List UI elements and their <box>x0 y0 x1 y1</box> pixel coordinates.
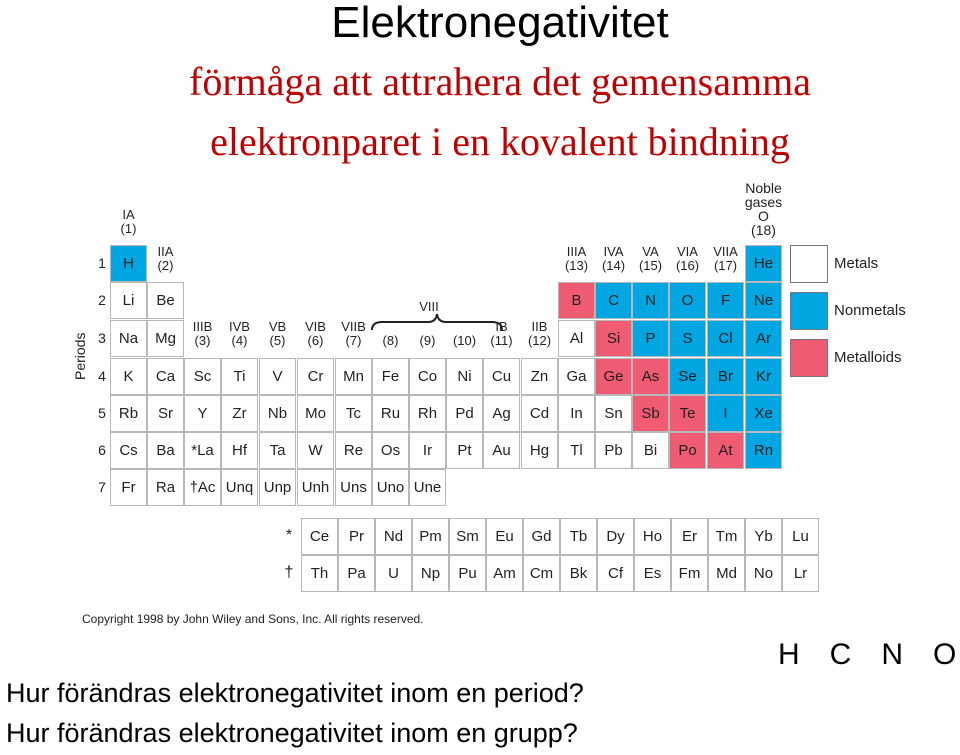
element-cell: Yb <box>745 518 782 555</box>
element-cell: Bi <box>632 432 669 469</box>
legend-label-metalloids: Metalloids <box>834 349 902 366</box>
element-cell: Dy <box>597 518 634 555</box>
element-cell: He <box>745 245 782 282</box>
group-label-g1 <box>104 208 153 236</box>
element-cell: Np <box>412 555 449 592</box>
element-cell: Sn <box>595 395 632 432</box>
element-cell: Ne <box>745 282 782 319</box>
element-c: C <box>829 638 852 671</box>
element-cell: Cs <box>110 432 147 469</box>
element-cell: Mo <box>297 395 334 432</box>
element-cell: O <box>669 282 706 319</box>
element-cell: Te <box>669 395 706 432</box>
group-label-line: (5) <box>269 333 286 348</box>
element-cell: Mg <box>147 320 184 357</box>
group-label-line: gases <box>744 194 783 210</box>
group-label-line: VIIA <box>713 244 738 259</box>
element-cell: Xe <box>745 395 782 432</box>
element-cell: Be <box>147 282 184 319</box>
legend-swatch-metalloids <box>790 339 828 377</box>
element-cell: Tc <box>335 395 372 432</box>
group-label-line: (18) <box>751 222 776 238</box>
legend-swatch-nonmetals <box>790 292 828 330</box>
element-cell: Eu <box>486 518 523 555</box>
element-cell: Pr <box>338 518 375 555</box>
element-cell: Mn <box>335 358 372 395</box>
element-cell: B <box>558 282 595 319</box>
element-cell: Rb <box>110 395 147 432</box>
group-label-line: (6) <box>307 333 324 348</box>
group-label-g2 <box>141 245 190 273</box>
group-label-line: VIIB <box>341 319 366 334</box>
group-label-line: (4) <box>231 333 248 348</box>
element-cell: Cu <box>483 358 520 395</box>
element-cell: At <box>707 432 744 469</box>
element-cell: Re <box>335 432 372 469</box>
element-cell: Es <box>634 555 671 592</box>
period-number: 1 <box>98 255 106 271</box>
group-label-line: IB <box>495 319 508 334</box>
element-cell: Unp <box>259 469 296 506</box>
element-cell: Pu <box>449 555 486 592</box>
subtitle-line-2: elektronparet i en kovalent bindning <box>210 119 790 164</box>
element-sequence <box>778 638 956 672</box>
element-cell: As <box>632 358 669 395</box>
group-label-line: IIA <box>157 244 174 259</box>
group-label-g17 <box>701 245 750 273</box>
element-cell: Hf <box>221 432 258 469</box>
legend-label-nonmetals: Nonmetals <box>834 302 906 319</box>
group-label-line: VIB <box>305 319 326 334</box>
element-o: O <box>933 638 957 671</box>
group-label-line: IIIA <box>566 244 587 259</box>
element-cell: Al <box>558 320 595 357</box>
element-cell: Se <box>669 358 706 395</box>
group-label-line: (15) <box>638 258 663 273</box>
viii-bracket <box>370 312 504 332</box>
element-cell: Pm <box>412 518 449 555</box>
element-cell: Rh <box>409 395 446 432</box>
element-cell: Ir <box>409 432 446 469</box>
legend-label-metals: Metals <box>834 255 879 272</box>
group-label-line: VA <box>642 244 659 259</box>
group-label-g18 <box>739 181 788 237</box>
element-cell: Ho <box>634 518 671 555</box>
element-cell: No <box>745 555 782 592</box>
element-cell: Pb <box>595 432 632 469</box>
element-cell: Th <box>301 555 338 592</box>
element-cell: Nb <box>259 395 296 432</box>
period-number: 4 <box>98 368 106 384</box>
element-cell: F <box>707 282 744 319</box>
element-cell: Ti <box>221 358 258 395</box>
element-cell: W <box>297 432 334 469</box>
element-cell: Ag <box>483 395 520 432</box>
element-cell: Zr <box>221 395 258 432</box>
element-cell: Sb <box>632 395 669 432</box>
element-cell: Cd <box>521 395 558 432</box>
element-cell: Fm <box>671 555 708 592</box>
element-cell: Rn <box>745 432 782 469</box>
element-n: N <box>881 638 904 671</box>
group-label-viii: VIII <box>419 299 439 314</box>
element-cell: Os <box>372 432 409 469</box>
period-number: 7 <box>98 479 106 495</box>
element-cell: Po <box>669 432 706 469</box>
element-cell: Md <box>708 555 745 592</box>
periods-axis-label: Periods <box>72 332 88 380</box>
element-cell: H <box>110 245 147 282</box>
copyright-notice: Copyright 1998 by John Wiley and Sons, Inc. All rights reserved. <box>82 612 424 626</box>
f-row-marker: † <box>284 564 294 581</box>
group-label-line: (7) <box>345 333 362 348</box>
group-label-line: (9) <box>419 333 436 348</box>
element-cell: Kr <box>745 358 782 395</box>
element-cell: Bk <box>560 555 597 592</box>
group-label-line: Noble <box>745 180 782 196</box>
element-cell: Au <box>483 432 520 469</box>
element-cell: Ca <box>147 358 184 395</box>
group-label-g12 <box>515 320 564 348</box>
period-number: 2 <box>98 292 106 308</box>
group-label-line: IVA <box>603 244 624 259</box>
group-label-line: (1) <box>120 221 137 236</box>
element-cell: K <box>110 358 147 395</box>
element-cell: Gd <box>523 518 560 555</box>
element-cell: S <box>669 320 706 357</box>
element-cell: Y <box>184 395 221 432</box>
element-cell: Pt <box>446 432 483 469</box>
element-cell: Pd <box>446 395 483 432</box>
element-cell: Sc <box>184 358 221 395</box>
element-cell: Cr <box>297 358 334 395</box>
group-label-line: O <box>758 208 769 224</box>
element-cell: Ru <box>372 395 409 432</box>
period-number: 6 <box>98 442 106 458</box>
group-label-line: (16) <box>675 258 700 273</box>
element-cell: Ta <box>259 432 296 469</box>
element-cell: Tb <box>560 518 597 555</box>
element-cell: P <box>632 320 669 357</box>
element-cell: Ra <box>147 469 184 506</box>
element-cell: Une <box>409 469 446 506</box>
group-label-line: VIA <box>677 244 698 259</box>
element-cell: Hg <box>521 432 558 469</box>
element-cell: V <box>259 358 296 395</box>
element-cell: Fe <box>372 358 409 395</box>
element-cell: Uns <box>335 469 372 506</box>
element-cell: N <box>632 282 669 319</box>
element-cell: Na <box>110 320 147 357</box>
subtitle-line-1: förmåga att attrahera det gemensamma <box>189 59 811 104</box>
element-cell: Ge <box>595 358 632 395</box>
element-cell: In <box>558 395 595 432</box>
group-label-line: IIIB <box>192 319 213 334</box>
element-cell: Lr <box>782 555 819 592</box>
group-label-line: IA <box>122 207 135 222</box>
element-cell: C <box>595 282 632 319</box>
question-group: Hur förändras elektronegativitet inom en grupp? <box>6 718 578 748</box>
element-cell: Nd <box>375 518 412 555</box>
page-title: Elektronegativitet <box>331 0 669 47</box>
group-label-line: IVB <box>229 319 250 334</box>
group-label-line: (11) <box>490 333 513 348</box>
group-label-line: (8) <box>382 333 399 348</box>
group-label-line: (14) <box>601 258 626 273</box>
element-cell: Li <box>110 282 147 319</box>
f-row-marker: * <box>285 527 293 544</box>
group-label-line: (2) <box>157 258 174 273</box>
element-cell: Br <box>707 358 744 395</box>
element-cell: I <box>707 395 744 432</box>
period-number: 5 <box>98 405 106 421</box>
element-h: H <box>778 638 800 671</box>
group-label-line: IIB <box>531 319 548 334</box>
element-cell: Ar <box>745 320 782 357</box>
element-cell: Uno <box>372 469 409 506</box>
element-cell: Ga <box>558 358 595 395</box>
element-cell: Cm <box>523 555 560 592</box>
group-label-line: (3) <box>194 333 211 348</box>
element-cell: Tm <box>708 518 745 555</box>
element-cell: Ni <box>446 358 483 395</box>
element-cell: Si <box>595 320 632 357</box>
element-cell: Lu <box>782 518 819 555</box>
element-cell: Unq <box>221 469 258 506</box>
question-period: Hur förändras elektronegativitet inom en period? <box>6 678 584 708</box>
element-cell: U <box>375 555 412 592</box>
element-cell: Zn <box>521 358 558 395</box>
element-cell: Sr <box>147 395 184 432</box>
element-cell: Fr <box>110 469 147 506</box>
legend-swatch-metals <box>790 245 828 283</box>
element-cell: Cl <box>707 320 744 357</box>
element-cell: Am <box>486 555 523 592</box>
element-cell: *La <box>184 432 221 469</box>
group-label-line: (13) <box>564 258 589 273</box>
element-cell: Sm <box>449 518 486 555</box>
element-cell: Co <box>409 358 446 395</box>
group-label-line: (10) <box>452 333 477 348</box>
group-label-line: (17) <box>713 258 738 273</box>
element-cell: Unh <box>297 469 334 506</box>
element-cell: Ce <box>301 518 338 555</box>
element-cell: †Ac <box>184 469 221 506</box>
group-label-line: (12) <box>527 333 552 348</box>
group-label-line: VB <box>268 319 287 334</box>
element-cell: Cf <box>597 555 634 592</box>
element-cell: Tl <box>558 432 595 469</box>
period-number: 3 <box>98 330 106 346</box>
element-cell: Er <box>671 518 708 555</box>
element-cell: Ba <box>147 432 184 469</box>
element-cell: Pa <box>338 555 375 592</box>
